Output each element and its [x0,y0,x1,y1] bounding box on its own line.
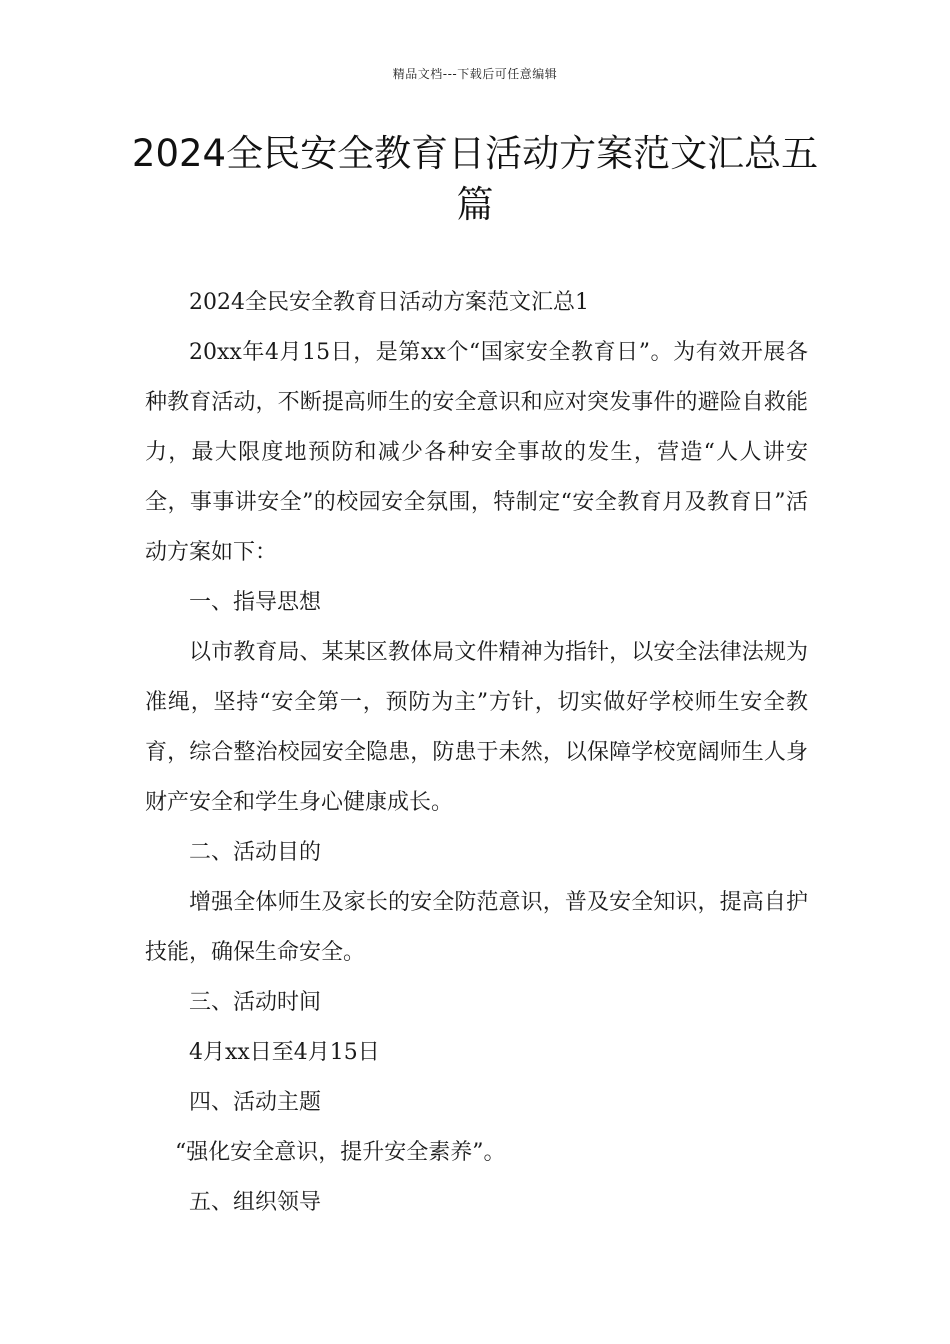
heading-organization: 五、组织领导 [189,1190,322,1215]
activity-purpose-paragraph: 增强全体师生及家长的安全防范意识，普及安全知识，提高自护技能，确保生命安全。 [145,890,808,965]
heading-activity-purpose: 二、活动目的 [189,840,322,865]
activity-theme-paragraph: “强化安全意识，提升安全素养”。 [175,1140,506,1165]
document-title: 2024全民安全教育日活动方案范文汇总五篇 [131,132,819,226]
activity-time-paragraph: 4月xx日至4月15日 [189,1040,380,1065]
heading-activity-time: 三、活动时间 [189,990,322,1015]
heading-activity-theme: 四、活动主题 [189,1090,322,1115]
section-subtitle: 2024全民安全教育日活动方案范文汇总1 [189,290,589,315]
document-body [145,278,808,1228]
intro-paragraph: 20xx年4月15日，是第xx个“国家安全教育日”。为有效开展各种教育活动，不断提高师生的安全意识和应对突发事件的避险自救能力，最大限度地预防和减少各种安全事故的发生，营造“人人讲安全，事事讲安全”的校园安全氛围，特制定“安全教育月及教育日”活动方案如下： [145,340,808,565]
page-header: 精品文档---下载后可任意编辑 [392,67,558,81]
guiding-ideology-paragraph: 以市教育局、某某区教体局文件精神为指针，以安全法律法规为准绳，坚持“安全第一，预防为主”方针，切实做好学校师生安全教育，综合整治校园安全隐患，防患于未然，以保障学校宽阔师生人身财产安全和学生身心健康成长。 [145,640,808,815]
heading-guiding-ideology: 一、指导思想 [189,590,322,615]
